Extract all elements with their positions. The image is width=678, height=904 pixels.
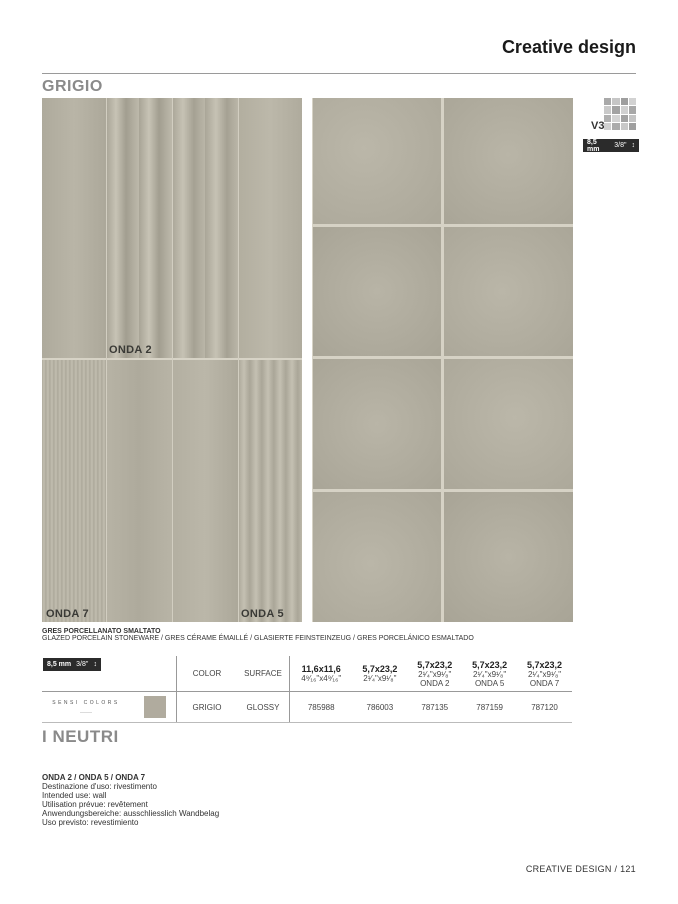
- layout-code: V3: [591, 120, 605, 132]
- brand-logo-script: ———: [80, 709, 92, 714]
- col-header-size-1: 11,6x11,6 4⁹⁄₁₆"x4⁹⁄₁₆": [290, 656, 353, 692]
- spec-table: [42, 656, 572, 723]
- usage-line: Intended use: wall: [42, 791, 107, 800]
- page-brand-title: Creative design: [501, 37, 636, 57]
- section-title-neutri: I NEUTRI: [42, 727, 119, 746]
- cell-code-3: 787135: [407, 692, 462, 723]
- thickness-badge-top: [583, 139, 639, 152]
- tile-label-onda-7: ONDA 7: [46, 608, 89, 620]
- material-block: [42, 628, 474, 642]
- material-subtitle: GLAZED PORCELAIN STONEWARE / GRES CÉRAME ÉMAILLÉ / GLASIERTE FEINSTEINZEUG / GRES PORCELÁNICO ESMALTADO: [42, 635, 474, 642]
- section-title-grigio: GRIGIO: [42, 78, 103, 95]
- cell-color: GRIGIO: [177, 692, 238, 723]
- col-header-size-2: 5,7x23,2 2¹⁄₄"x9¹⁄₈": [352, 656, 407, 692]
- tile-photo-onda: [42, 98, 302, 622]
- header-divider: [42, 73, 636, 74]
- usage-line: Utilisation prévue: revêtement: [42, 800, 148, 809]
- table-row: [42, 692, 572, 723]
- thickness-inch: 3/8": [614, 142, 627, 149]
- usage-block: [42, 773, 219, 827]
- thickness-mm: 8,5 mm: [587, 138, 600, 153]
- col-header-color: COLOR: [177, 656, 238, 692]
- col-header-size-5: 5,7x23,2 2¹⁄₄"x9¹⁄₈" ONDA 7: [517, 656, 572, 692]
- thickness-badge-table: 8,5 mm 3/8" ↕: [43, 658, 101, 671]
- cell-code-5: 787120: [517, 692, 572, 723]
- page-footer: CREATIVE DESIGN / 121: [525, 864, 636, 874]
- usage-line: Uso previsto: revestimiento: [42, 818, 139, 827]
- color-swatch: [144, 696, 166, 718]
- layout-grid-icon: [604, 98, 636, 130]
- cell-code-4: 787159: [462, 692, 517, 723]
- usage-line: Anwendungsbereiche: ausschliesslich Wandbelag: [42, 809, 220, 818]
- usage-line: Destinazione d'uso: rivestimento: [42, 782, 157, 791]
- col-header-surface: SURFACE: [237, 656, 290, 692]
- tile-photo-square: [312, 98, 573, 622]
- cell-surface: GLOSSY: [237, 692, 290, 723]
- material-title: GRES PORCELLANATO SMALTATO: [42, 628, 161, 635]
- tile-label-onda-5: ONDA 5: [241, 608, 284, 620]
- cell-code-2: 786003: [352, 692, 407, 723]
- col-header-size-3: 5,7x23,2 2¹⁄₄"x9¹⁄₈" ONDA 2: [407, 656, 462, 692]
- usage-title: ONDA 2 / ONDA 5 / ONDA 7: [42, 773, 146, 782]
- tile-label-onda-2: ONDA 2: [109, 344, 152, 356]
- cell-code-1: 785988: [290, 692, 353, 723]
- thickness-arrows-icon: ↕: [93, 661, 97, 668]
- brand-logo: SENSI COLORS: [52, 700, 120, 706]
- spec-header-row: [42, 656, 572, 692]
- thickness-arrows-icon: ↕: [631, 142, 635, 149]
- col-header-size-4: 5,7x23,2 2¹⁄₄"x9¹⁄₈" ONDA 5: [462, 656, 517, 692]
